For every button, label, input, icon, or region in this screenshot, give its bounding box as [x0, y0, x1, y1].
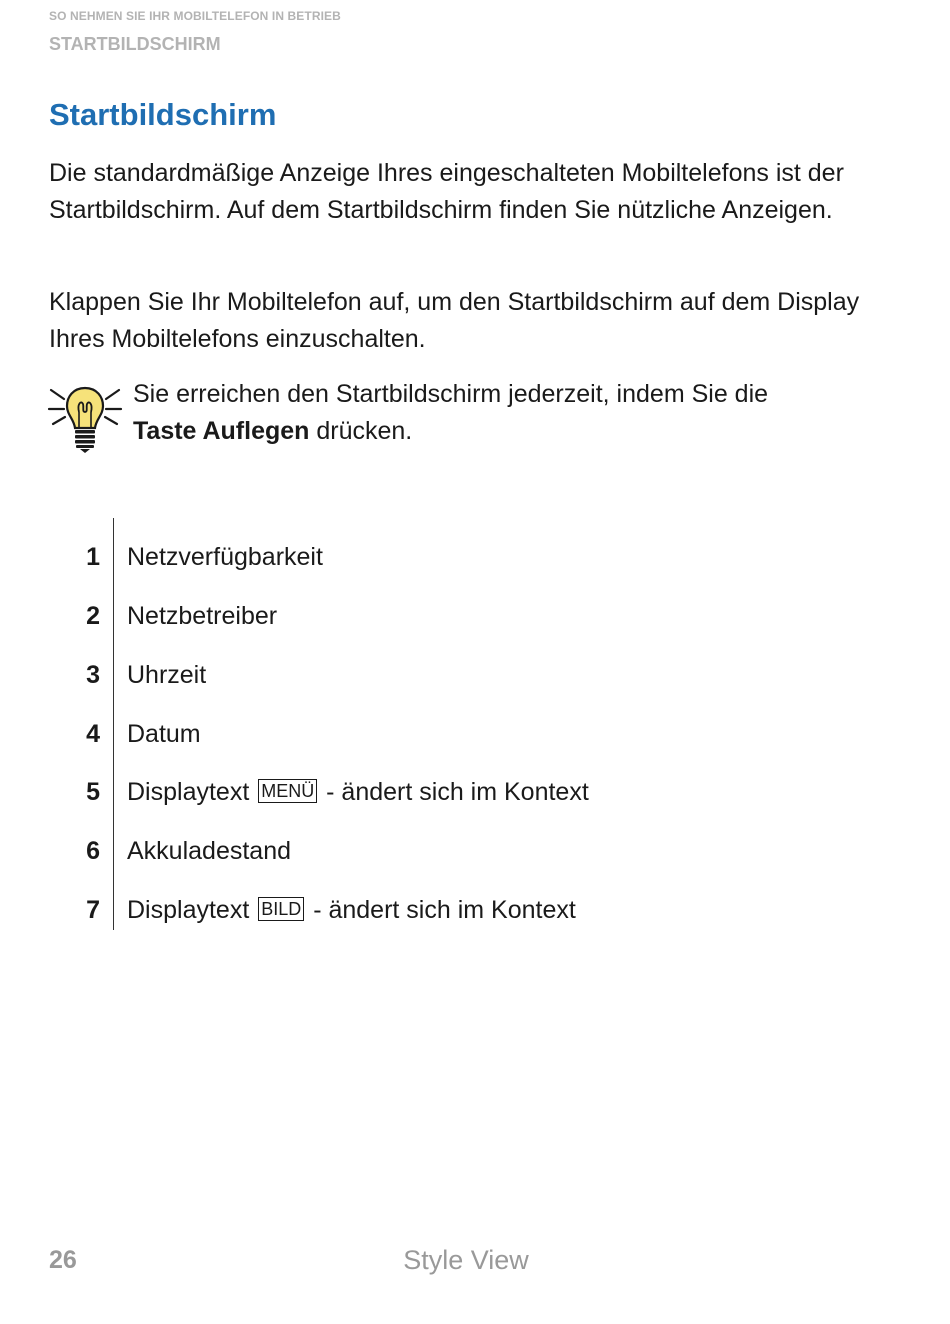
legend-label: Akkuladestand — [127, 837, 292, 865]
legend-number: 5 — [86, 778, 100, 806]
legend-list — [60, 518, 760, 930]
legend-label-text: Displaytext — [127, 896, 250, 924]
softkey-bild: BILD — [258, 897, 304, 921]
chapter-heading: SO NEHMEN SIE IHR MOBILTELEFON IN BETRIEB — [49, 9, 341, 23]
legend-item — [60, 657, 760, 694]
legend-item — [60, 716, 760, 753]
legend-label-text: Displaytext — [127, 778, 250, 806]
legend-number: 4 — [86, 720, 100, 748]
legend-number: 7 — [86, 896, 100, 924]
tip-text-start: Sie erreichen den Startbildschirm jederzeit, indem Sie die — [133, 380, 769, 408]
legend-item — [60, 539, 760, 576]
legend-label: Netzverfügbarkeit — [127, 543, 323, 571]
legend-item — [60, 892, 760, 929]
legend-number: 1 — [86, 543, 100, 571]
softkey-menu: MENÜ — [258, 779, 317, 803]
instruction-paragraph: Klappen Sie Ihr Mobiltelefon auf, um den Startbildschirm auf dem Display Ihres Mobiltelefons einzuschalten. — [49, 288, 860, 353]
legend-label — [127, 774, 589, 811]
lightbulb-icon — [47, 382, 123, 454]
legend-label-suffix: - ändert sich im Kontext — [319, 778, 589, 806]
legend-item — [60, 833, 760, 870]
legend-item — [60, 598, 760, 635]
legend-number: 3 — [86, 661, 100, 689]
running-header — [49, 8, 341, 55]
section-heading: STARTBILDSCHIRM — [49, 34, 221, 54]
legend-item — [60, 774, 760, 811]
tip-text — [133, 376, 913, 450]
tip-box — [47, 376, 907, 458]
legend-label: Datum — [127, 720, 201, 748]
page-number: 26 — [49, 1246, 77, 1274]
tip-key-name: Taste Auflegen — [133, 417, 310, 445]
legend-number: 2 — [86, 602, 100, 630]
legend-label — [127, 892, 576, 929]
tip-text-end: drücken. — [309, 417, 413, 445]
page-title: Startbildschirm — [49, 97, 277, 132]
intro-paragraph: Die standardmäßige Anzeige Ihres eingeschalteten Mobiltelefons ist der Startbildschirm. Auf dem Startbildschirm finden Sie nützliche Anzeigen. — [49, 159, 844, 224]
footer-brand: Style View — [403, 1245, 529, 1275]
legend-number: 6 — [86, 837, 100, 865]
legend-label-suffix: - ändert sich im Kontext — [306, 896, 576, 924]
legend-label: Uhrzeit — [127, 661, 207, 689]
legend-label: Netzbetreiber — [127, 602, 278, 630]
